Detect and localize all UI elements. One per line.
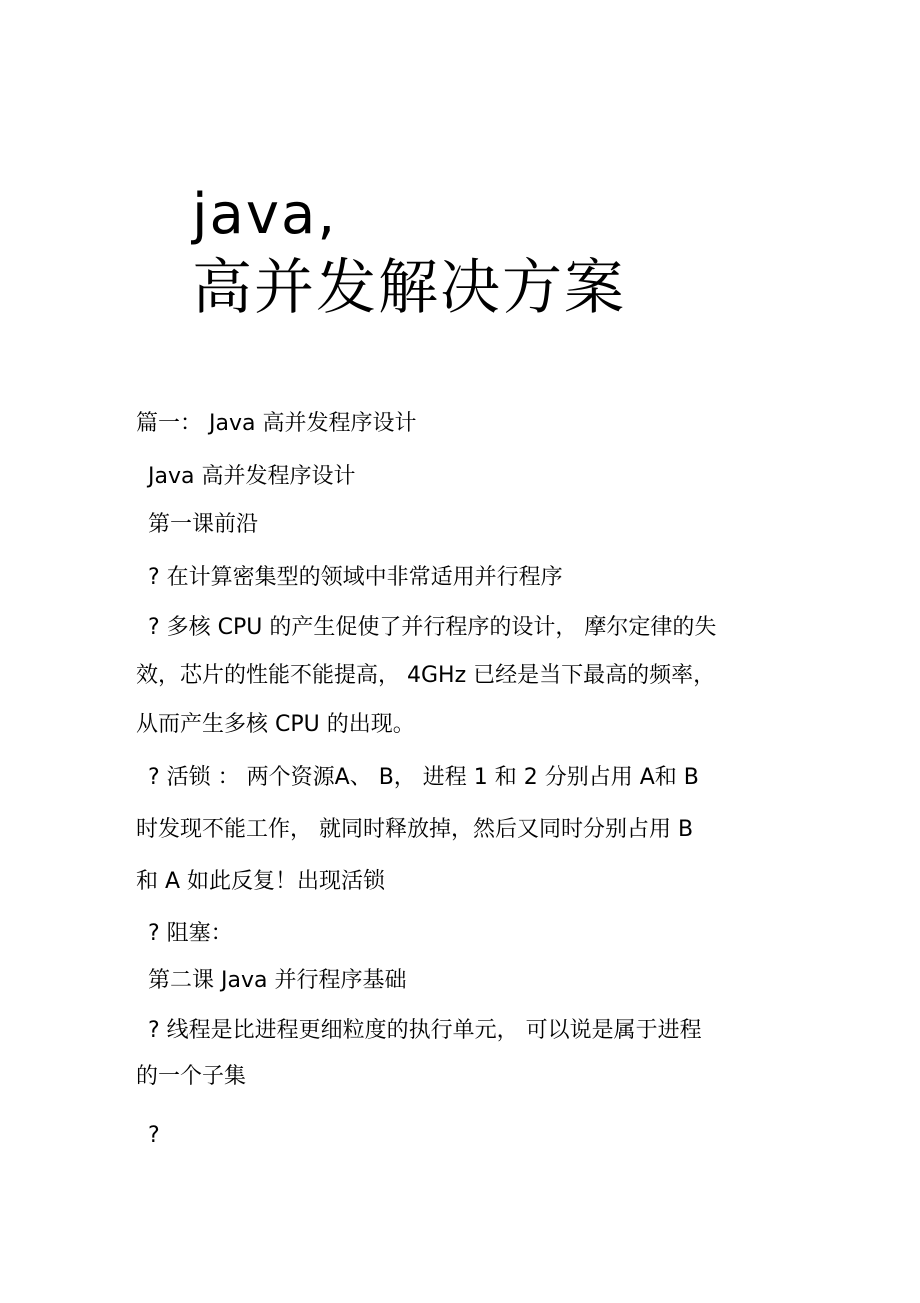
doc-title-line-1: java, <box>192 182 338 247</box>
bullet-paragraph: ? 在计算密集型的领域中非常适用并行程序 <box>148 565 563 590</box>
bullet-paragraph: ? 多核 CPU 的产生促使了并行程序的设计， 摩尔定律的失 <box>148 615 717 640</box>
lesson-heading-1: 第一课前沿 <box>148 512 259 537</box>
paragraph-continuation: 从而产生多核 CPU 的出现。 <box>136 712 415 737</box>
subtitle: Java 高并发程序设计 <box>148 464 356 489</box>
bullet-paragraph: ? 活锁 ： 两个资源A、 B， 进程 1 和 2 分别占用 A和 B <box>148 765 699 790</box>
lesson-heading-2: 第二课 Java 并行程序基础 <box>148 968 407 993</box>
bullet-paragraph: ? <box>148 1123 160 1148</box>
paragraph-continuation: 和 A 如此反复！出现活锁 <box>136 869 386 894</box>
paragraph-continuation: 效，芯片的性能不能提高， 4GHz 已经是当下最高的频率， <box>136 663 716 688</box>
paragraph-continuation: 时发现不能工作， 就同时释放掉，然后又同时分别占用 B <box>136 817 694 842</box>
doc-title-line-2: 高并发解决方案 <box>192 253 626 323</box>
paragraph-continuation: 的一个子集 <box>136 1064 247 1089</box>
bullet-paragraph: ? 阻塞： <box>148 921 233 946</box>
bullet-paragraph: ? 线程是比进程更细粒度的执行单元， 可以说是属于进程 <box>148 1018 702 1043</box>
section-heading: 篇一： Java 高并发程序设计 <box>136 411 417 436</box>
